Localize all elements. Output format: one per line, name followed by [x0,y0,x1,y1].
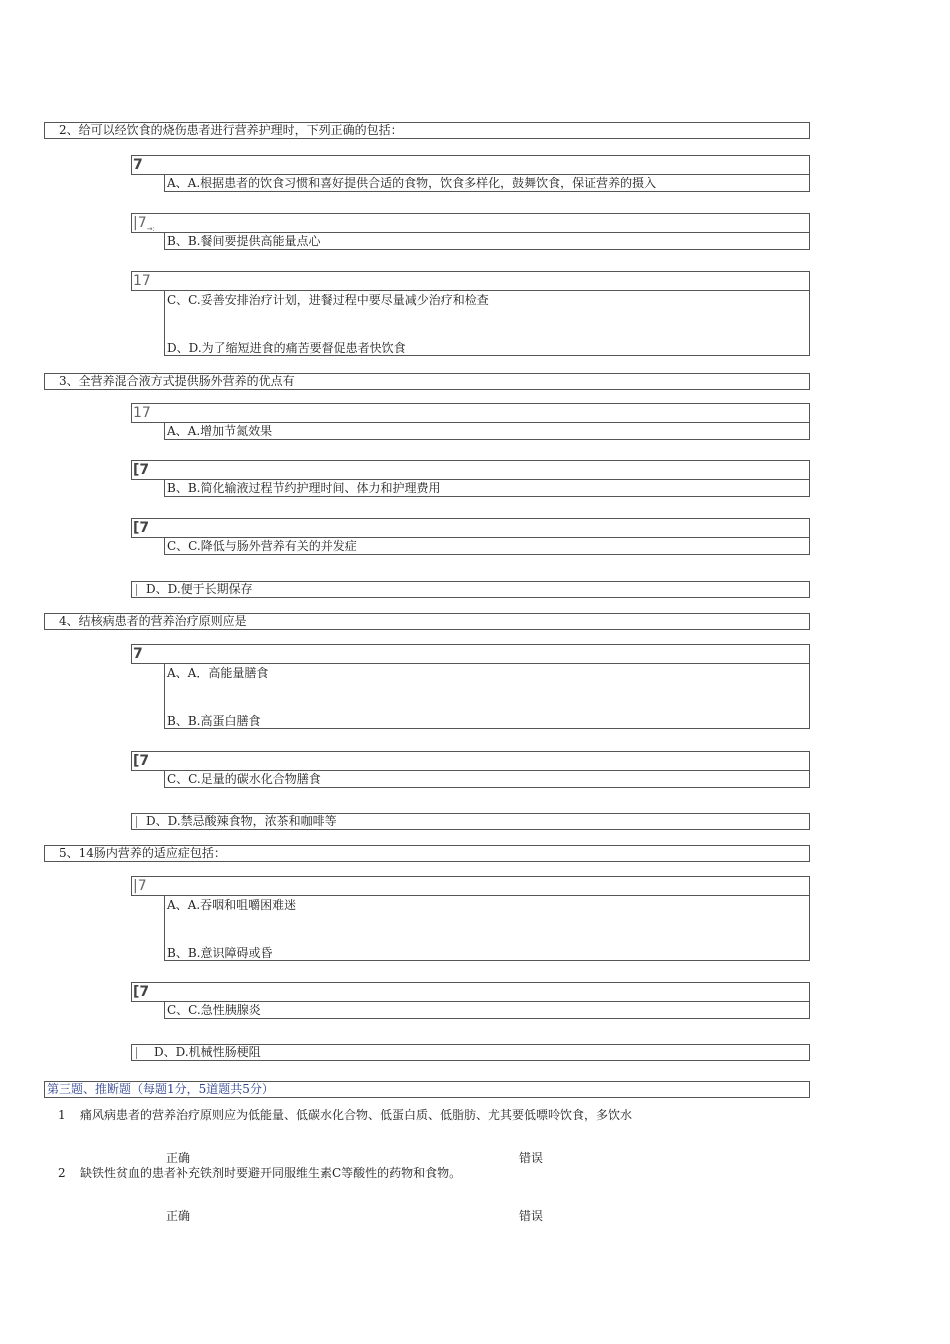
answer-mark[interactable]: 17 [131,271,810,291]
question-4-heading: 4、结核病患者的营养治疗原则应是 [44,613,810,630]
option-d-label: D、D.机械性肠梗阻 [154,1045,261,1059]
option-a-b-group[interactable] [164,663,810,729]
option-c[interactable] [164,537,810,555]
option-d[interactable] [131,581,810,598]
tf-true-option[interactable]: 正确 [166,1209,191,1223]
option-b[interactable] [164,479,810,497]
answer-mark[interactable]: [7 [131,982,810,1002]
option-b-label: B、B.简化输液过程节约护理时间、体力和护理费用 [167,481,441,495]
option-a-label: A、A.根据患者的饮食习惯和喜好提供合适的食物，饮食多样化，鼓舞饮食，保证营养的摄入 [167,176,657,190]
option-d-label: D、D.为了缩短进食的痛苦要督促患者快饮食 [167,341,406,355]
option-c-label: C、C.降低与肠外营养有关的并发症 [167,539,357,553]
option-c-label: C、C.妥善安排治疗计划，进餐过程中要尽量减少治疗和检查 [167,293,489,307]
tf-question-text: 痛风病患者的营养治疗原则应为低能量、低碳水化合物、低蛋白质、低脂肪、尤其要低嘌呤饮食，多饮水 [80,1108,633,1122]
option-d[interactable] [131,813,810,830]
question-5-heading: 5、14肠内营养的适应症包括： [44,845,810,862]
tf-false-option[interactable]: 错误 [519,1151,544,1165]
tf-question-text: 缺铁性贫血的患者补充铁剂时要避开同服维生素C等酸性的药物和食物。 [80,1166,462,1180]
tf-true-option[interactable]: 正确 [166,1151,191,1165]
answer-mark-text: |7 [133,215,147,231]
answer-mark[interactable] [131,213,810,233]
checkbox-bar [136,1047,137,1059]
answer-mark[interactable]: 17 [131,403,810,423]
answer-mark[interactable]: [7 [131,460,810,480]
section-3-title: 第三题、推断题（每题1分，5道题共5分） [44,1081,810,1098]
checkbox-bar [136,816,137,828]
option-b-label: B、B.餐间要提供高能量点心 [167,234,321,248]
answer-mark[interactable]: [7 [131,751,810,771]
question-3-heading: 3、全营养混合液方式提供肠外营养的优点有 [44,373,810,390]
tf-question-number: 1 [58,1108,66,1122]
checkbox-bar [136,584,137,596]
answer-mark[interactable]: 7 [131,644,810,664]
option-a[interactable] [164,174,810,192]
tf-question-1 [58,1108,632,1123]
option-b-label: B、B.高蛋白膳食 [167,714,261,728]
answer-mark-subscript: →: [146,224,155,233]
option-a-label: A、A.吞咽和咀嚼困难迷 [167,898,297,912]
tf-false-option[interactable]: 错误 [519,1209,544,1223]
option-c-label: C、C.急性胰腺炎 [167,1003,261,1017]
answer-mark[interactable]: [7 [131,518,810,538]
question-2-heading: 2、给可以经饮食的烧伤患者进行营养护理时，下列正确的包括： [44,122,810,139]
option-d-label: D、D.禁忌酸辣食物，浓茶和咖啡等 [146,814,337,828]
option-c[interactable] [164,770,810,788]
option-a-label: A、A.增加节氮效果 [167,424,273,438]
option-a-label: A、A．高能量膳食 [167,666,269,680]
option-d[interactable] [131,1044,810,1061]
option-b[interactable] [164,232,810,250]
tf-question-number: 2 [58,1166,66,1180]
answer-mark[interactable]: 7 [131,155,810,175]
option-c[interactable] [164,1001,810,1019]
tf-question-2 [58,1166,461,1181]
answer-mark[interactable]: |7 [131,876,810,896]
option-c-label: C、C.足量的碳水化合物膳食 [167,772,321,786]
option-c-d-group[interactable] [164,290,810,356]
option-a[interactable] [164,422,810,440]
option-b-label: B、B.意识障碍或昏 [167,946,273,960]
option-d-label: D、D.便于长期保存 [146,582,253,596]
option-a-b-group[interactable] [164,895,810,961]
